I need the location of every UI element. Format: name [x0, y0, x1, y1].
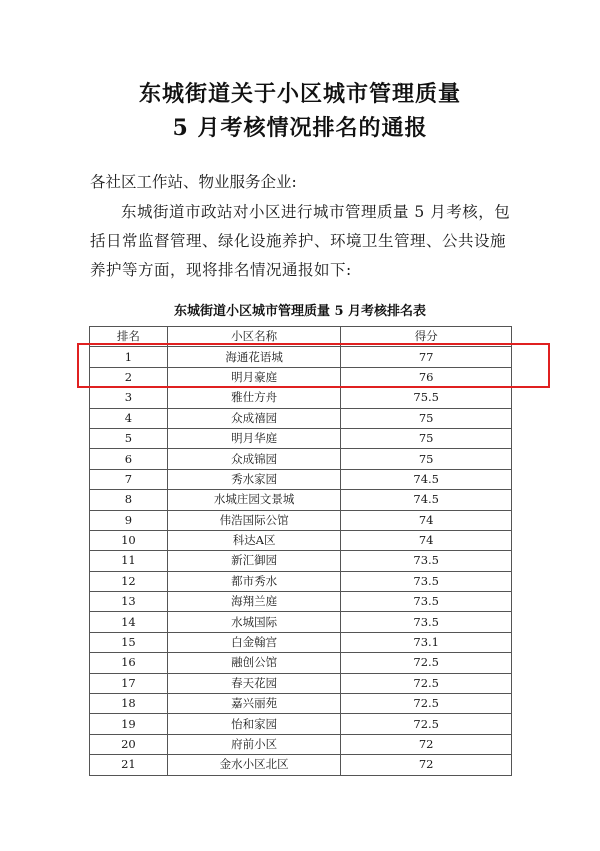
cell-community-name: 春天花园: [167, 673, 341, 693]
table-row: [90, 571, 512, 591]
table-row: [90, 612, 512, 632]
cell-score: 72.5: [341, 714, 512, 734]
cell-community-name: 怡和家园: [167, 714, 341, 734]
table-row: [90, 490, 512, 510]
cell-score: 72: [341, 734, 512, 754]
cell-score: 76: [341, 367, 512, 387]
table-row: [90, 632, 512, 652]
table-row: [90, 755, 512, 775]
cell-community-name: 金水小区北区: [167, 755, 341, 775]
title-line-1: 东城街道关于小区城市管理质量: [138, 81, 461, 107]
table-row: [90, 734, 512, 754]
cell-score: 73.5: [341, 551, 512, 571]
cell-score: 75: [341, 408, 512, 428]
table-caption: 东城街道小区城市管理质量 5 月考核排名表: [173, 304, 427, 319]
table-row: [90, 673, 512, 693]
cell-community-name: 众成禧园: [167, 408, 341, 428]
cell-score: 74.5: [341, 469, 512, 489]
cell-score: 73.5: [341, 571, 512, 591]
cell-community-name: 嘉兴丽苑: [167, 694, 341, 714]
cell-score: 72.5: [341, 653, 512, 673]
cell-community-name: 都市秀水: [167, 571, 341, 591]
cell-community-name: 明月华庭: [167, 428, 341, 448]
cell-community-name: 雅仕方舟: [167, 388, 341, 408]
cell-community-name: 白金翰宫: [167, 632, 341, 652]
cell-rank: 14: [90, 612, 168, 632]
cell-community-name: 水城庄园文景城: [167, 490, 341, 510]
cell-community-name: 水城国际: [167, 612, 341, 632]
cell-community-name: 明月豪庭: [167, 367, 341, 387]
cell-rank: 5: [90, 428, 168, 448]
cell-community-name: 伟浩国际公馆: [167, 510, 341, 530]
table-row: [90, 530, 512, 550]
cell-score: 72: [341, 755, 512, 775]
cell-rank: 7: [90, 469, 168, 489]
table-row: [90, 714, 512, 734]
cell-score: 73.5: [341, 612, 512, 632]
cell-rank: 21: [90, 755, 168, 775]
cell-rank: 10: [90, 530, 168, 550]
cell-community-name: 融创公馆: [167, 653, 341, 673]
cell-score: 73.5: [341, 592, 512, 612]
cell-score: 74.5: [341, 490, 512, 510]
cell-community-name: 府前小区: [167, 734, 341, 754]
cell-rank: 1: [90, 347, 168, 367]
greeting-text: 各社区工作站、物业服务企业:: [90, 173, 297, 191]
cell-rank: 20: [90, 734, 168, 754]
cell-score: 77: [341, 347, 512, 367]
cell-rank: 2: [90, 367, 168, 387]
cell-score: 75.5: [341, 388, 512, 408]
cell-rank: 17: [90, 673, 168, 693]
cell-rank: 3: [90, 388, 168, 408]
cell-score: 74: [341, 510, 512, 530]
cell-rank: 11: [90, 551, 168, 571]
cell-score: 72.5: [341, 673, 512, 693]
cell-score: 75: [341, 449, 512, 469]
cell-rank: 19: [90, 714, 168, 734]
cell-community-name: 众成锦园: [167, 449, 341, 469]
table-row: [90, 428, 512, 448]
table-row: [90, 592, 512, 612]
cell-score: 75: [341, 428, 512, 448]
cell-community-name: 秀水家园: [167, 469, 341, 489]
cell-rank: 15: [90, 632, 168, 652]
cell-rank: 13: [90, 592, 168, 612]
cell-rank: 9: [90, 510, 168, 530]
cell-community-name: 海翔兰庭: [167, 592, 341, 612]
table-row: [90, 551, 512, 571]
cell-score: 72.5: [341, 694, 512, 714]
cell-rank: 12: [90, 571, 168, 591]
cell-community-name: 新汇御园: [167, 551, 341, 571]
header-score: 得分: [341, 327, 512, 347]
cell-rank: 6: [90, 449, 168, 469]
table-row: [90, 469, 512, 489]
header-community-name: 小区名称: [167, 327, 341, 347]
ranking-table: [89, 326, 512, 776]
table-row: [90, 388, 512, 408]
table-header-row: [90, 327, 512, 347]
table-row: [90, 694, 512, 714]
cell-community-name: 科达A区: [167, 530, 341, 550]
cell-rank: 4: [90, 408, 168, 428]
table-row: [90, 347, 512, 367]
table-row: [90, 653, 512, 673]
header-rank: 排名: [90, 327, 168, 347]
body-paragraph: 东城街道市政站对小区进行城市管理质量 5 月考核，包括日常监督管理、绿化设施养护、环境卫生管理、公共设施养护等方面，现将排名情况通报如下:: [90, 203, 511, 279]
cell-score: 73.1: [341, 632, 512, 652]
cell-rank: 8: [90, 490, 168, 510]
table-row: [90, 449, 512, 469]
table-row: [90, 510, 512, 530]
cell-community-name: 海通花语城: [167, 347, 341, 367]
table-row: [90, 408, 512, 428]
cell-score: 74: [341, 530, 512, 550]
cell-rank: 16: [90, 653, 168, 673]
table-row: [90, 367, 512, 387]
cell-rank: 18: [90, 694, 168, 714]
title-line-2: 5 月考核情况排名的通报: [172, 115, 428, 141]
table-body: [90, 347, 512, 775]
